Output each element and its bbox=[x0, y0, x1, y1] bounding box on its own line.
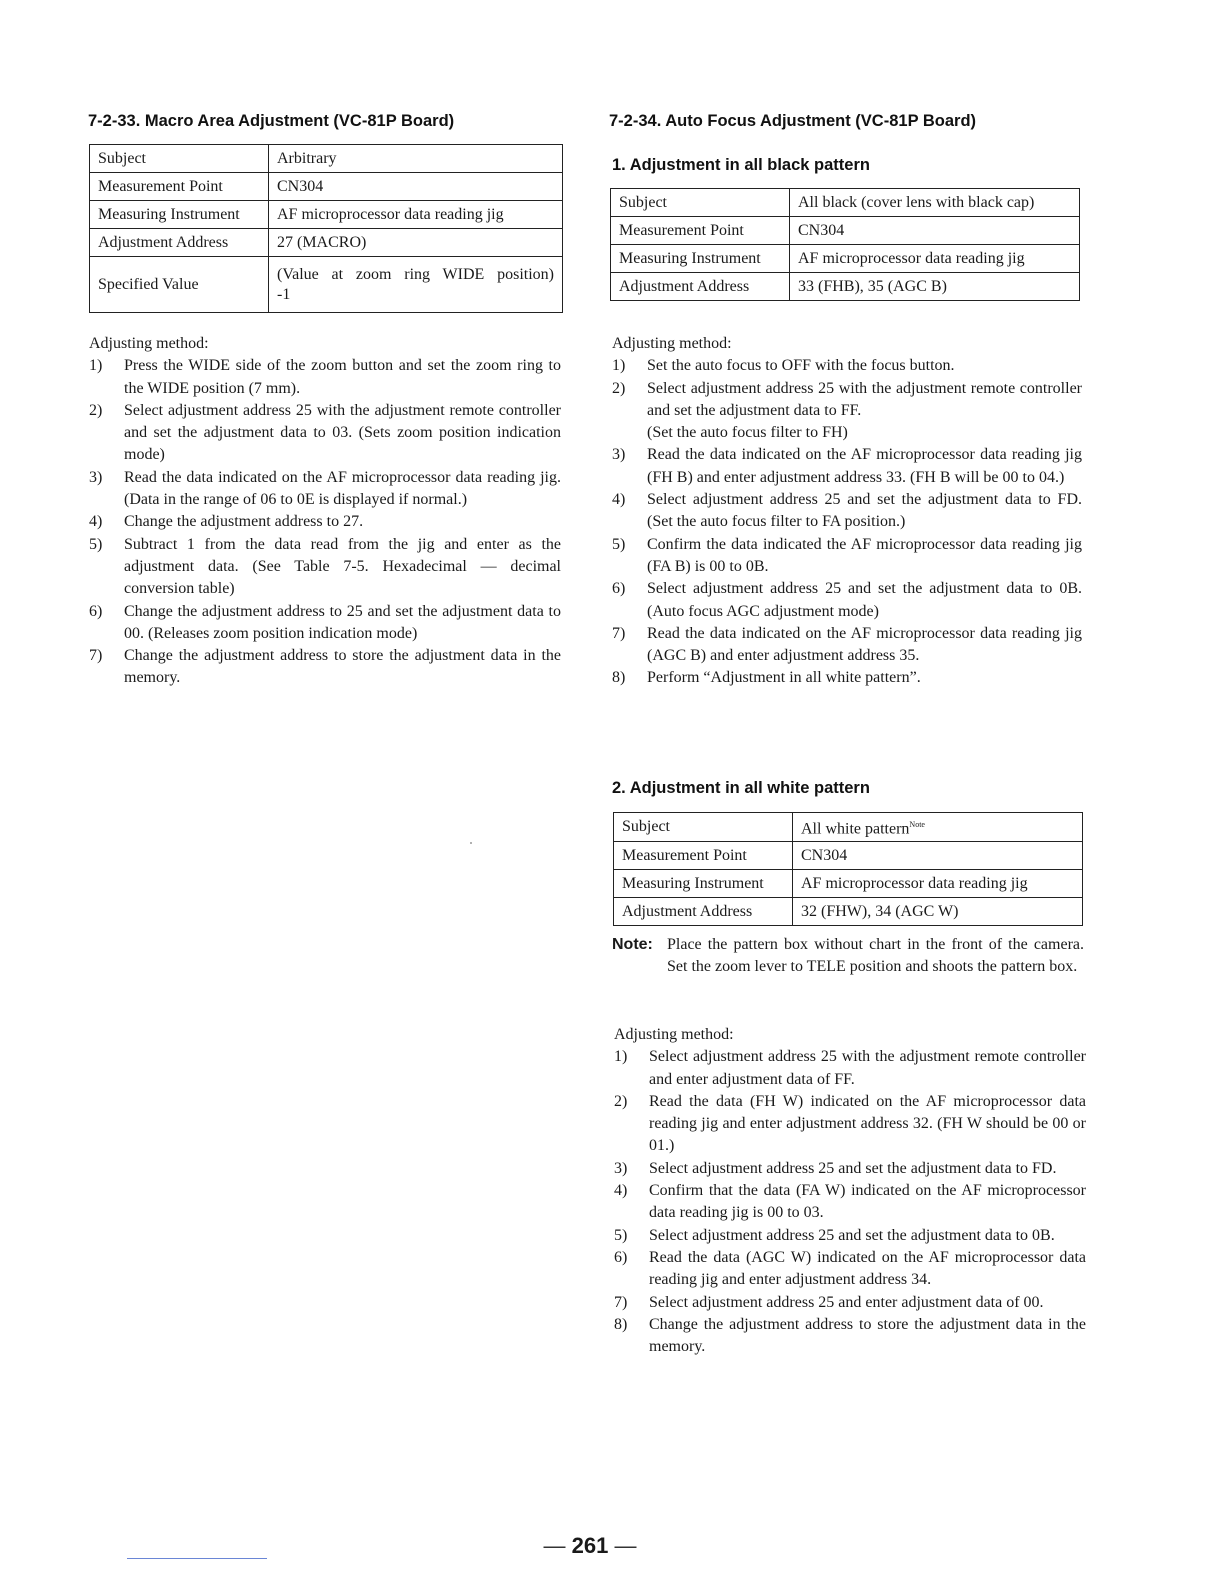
table-row bbox=[90, 257, 563, 313]
list-item bbox=[612, 355, 1082, 377]
list-item bbox=[612, 534, 1082, 579]
spec-key: Measurement Point bbox=[611, 217, 790, 245]
list-item bbox=[614, 1091, 1086, 1158]
page-number-value: 261 bbox=[571, 1533, 609, 1558]
spec-value: 27 (MACRO) bbox=[269, 229, 563, 257]
table-row bbox=[614, 813, 1083, 842]
step-text: Change the adjustment address to 25 and set the adjustment data to 00. (Releases zoom position indication mode) bbox=[124, 602, 561, 642]
step-text: Read the data (FH W) indicated on the AF microprocessor data reading jig and enter adjustment address 32. (FH W should be 00 or 01.) bbox=[649, 1092, 1086, 1155]
spec-value: 32 (FHW), 34 (AGC W) bbox=[793, 898, 1083, 926]
step-number: 5) bbox=[614, 1226, 628, 1244]
step-text: (Set the auto focus filter to FH) bbox=[647, 424, 848, 442]
spec-value: CN304 bbox=[269, 173, 563, 201]
spec-key: Subject bbox=[614, 813, 793, 842]
spec-value: Arbitrary bbox=[269, 145, 563, 173]
step-text: Select adjustment address 25 with the adjustment remote controller and set the adjustment data to FF. bbox=[647, 379, 1082, 419]
step-number: 5) bbox=[89, 535, 103, 553]
step-text: Press the WIDE side of the zoom button and set the zoom ring to the WIDE position (7 mm). bbox=[124, 357, 561, 397]
step-number: 5) bbox=[612, 535, 626, 553]
list-item bbox=[614, 1247, 1086, 1292]
table-row bbox=[614, 870, 1083, 898]
step-text: Select adjustment address 25 and enter adjustment data of 00. bbox=[649, 1293, 1044, 1311]
step-number: 2) bbox=[89, 401, 103, 419]
step-number: 6) bbox=[612, 580, 626, 598]
list-item bbox=[89, 355, 561, 400]
table-row bbox=[611, 189, 1080, 217]
step-number: 8) bbox=[614, 1315, 628, 1333]
step-number: 3) bbox=[614, 1159, 628, 1177]
step-number: 8) bbox=[612, 669, 626, 687]
step-number: 7) bbox=[614, 1293, 628, 1311]
table-row bbox=[611, 245, 1080, 273]
spec-key: Measuring Instrument bbox=[611, 245, 790, 273]
step-text: Set the auto focus to OFF with the focus button. bbox=[647, 357, 955, 375]
table-row bbox=[611, 217, 1080, 245]
step-text: Change the adjustment address to 27. bbox=[124, 513, 364, 531]
table-row bbox=[90, 173, 563, 201]
step-text: Read the data (AGC W) indicated on the AF microprocessor data reading jig and enter adjustment address 34. bbox=[649, 1248, 1086, 1289]
method-label: Adjusting method: bbox=[614, 1026, 734, 1043]
step-number: 3) bbox=[612, 446, 626, 464]
list-item bbox=[612, 444, 1082, 489]
list-item bbox=[614, 1180, 1086, 1225]
step-number: 2) bbox=[612, 379, 626, 397]
list-item bbox=[89, 601, 561, 646]
step-text: Select adjustment address 25 and set the adjustment data to 0B. (Auto focus AGC adjustment mode) bbox=[647, 580, 1082, 620]
spec-key: Subject bbox=[611, 189, 790, 217]
step-text: Confirm the data indicated the AF microprocessor data reading jig (FA B) is 00 to 0B. bbox=[647, 535, 1082, 575]
list-item bbox=[89, 467, 561, 512]
step-text: Select adjustment address 25 with the adjustment remote controller and enter adjustment data of FF. bbox=[649, 1048, 1086, 1088]
step-text: Read the data indicated on the AF microprocessor data reading jig (AGC B) and enter adjustment address 35. bbox=[647, 624, 1082, 665]
step-number: 2) bbox=[614, 1092, 628, 1110]
spec-value-line: -1 bbox=[277, 285, 291, 303]
step-text: Read the data indicated on the AF microprocessor data reading jig. (Data in the range of 06 to 0E is displayed if normal.) bbox=[124, 468, 561, 509]
step-number: 7) bbox=[89, 647, 103, 665]
steps-list bbox=[612, 355, 1082, 689]
spec-value bbox=[793, 813, 1083, 842]
step-number: 4) bbox=[89, 513, 103, 531]
spec-value-text: All white pattern bbox=[801, 820, 910, 838]
step-text: Select adjustment address 25 and set the adjustment data to FD. bbox=[649, 1159, 1057, 1177]
section-title-7-2-33: 7-2-33. Macro Area Adjustment (VC-81P Board) bbox=[88, 112, 455, 130]
page-number-dash-left: — bbox=[543, 1533, 566, 1558]
table-row bbox=[90, 145, 563, 173]
black-pattern-spec-table bbox=[610, 188, 1080, 301]
method-label: Adjusting method: bbox=[612, 335, 732, 352]
step-text: Confirm that the data (FA W) indicated on the AF microprocessor data reading jig is 00 to 03. bbox=[649, 1182, 1086, 1222]
spec-value: AF microprocessor data reading jig bbox=[793, 870, 1083, 898]
note-text: Place the pattern box without chart in the front of the camera. Set the zoom lever to TELE position and shoots the pattern box. bbox=[667, 936, 1084, 976]
spec-value bbox=[269, 257, 563, 313]
list-item bbox=[89, 534, 561, 601]
list-item bbox=[614, 1046, 1086, 1091]
table-row bbox=[614, 842, 1083, 870]
list-item bbox=[612, 667, 1082, 689]
spec-key: Specified Value bbox=[90, 257, 269, 313]
scan-speck bbox=[470, 842, 472, 844]
step-text: Change the adjustment address to store the adjustment data in the memory. bbox=[124, 647, 561, 687]
list-item bbox=[614, 1314, 1086, 1359]
white-adjusting-method bbox=[614, 1024, 1086, 1358]
spec-key: Measuring Instrument bbox=[614, 870, 793, 898]
subsection-title-black: 1. Adjustment in all black pattern bbox=[612, 156, 870, 174]
steps-list bbox=[89, 355, 561, 689]
black-adjusting-method bbox=[612, 333, 1082, 690]
spec-key: Measurement Point bbox=[614, 842, 793, 870]
step-number: 6) bbox=[614, 1248, 628, 1266]
note-label: Note: bbox=[612, 936, 653, 953]
spec-value: AF microprocessor data reading jig bbox=[269, 201, 563, 229]
method-label: Adjusting method: bbox=[89, 335, 209, 352]
white-pattern-spec-table bbox=[613, 812, 1083, 926]
step-text: Change the adjustment address to store the adjustment data in the memory. bbox=[649, 1315, 1086, 1356]
step-number: 1) bbox=[89, 357, 103, 375]
subsection-title-white: 2. Adjustment in all white pattern bbox=[612, 779, 870, 797]
white-pattern-note bbox=[612, 934, 1084, 979]
list-item bbox=[612, 489, 1082, 534]
spec-value: CN304 bbox=[793, 842, 1083, 870]
spec-key: Adjustment Address bbox=[611, 273, 790, 301]
page-number bbox=[540, 1533, 640, 1559]
list-item bbox=[89, 645, 561, 690]
spec-key: Adjustment Address bbox=[90, 229, 269, 257]
spec-key: Measuring Instrument bbox=[90, 201, 269, 229]
macro-spec-table bbox=[89, 144, 563, 313]
spec-value: 33 (FHB), 35 (AGC B) bbox=[790, 273, 1080, 301]
step-text: Select adjustment address 25 and set the adjustment data to 0B. bbox=[649, 1226, 1055, 1244]
list-item bbox=[612, 623, 1082, 668]
spec-key: Measurement Point bbox=[90, 173, 269, 201]
footer-rule bbox=[127, 1558, 267, 1559]
page-number-dash-right: — bbox=[614, 1533, 637, 1558]
step-text: Subtract 1 from the data read from the jig and enter as the adjustment data. (See Table 7-5. Hexadecimal — decimal conversion table) bbox=[124, 535, 561, 598]
step-number: 6) bbox=[89, 602, 103, 620]
step-number: 7) bbox=[612, 624, 626, 642]
list-item bbox=[614, 1158, 1086, 1180]
spec-value: CN304 bbox=[790, 217, 1080, 245]
table-row bbox=[614, 898, 1083, 926]
table-row bbox=[611, 273, 1080, 301]
list-item bbox=[614, 1292, 1086, 1314]
spec-value-line: (Value at zoom ring WIDE position) bbox=[277, 265, 554, 283]
step-number: 3) bbox=[89, 468, 103, 486]
spec-value: All black (cover lens with black cap) bbox=[790, 189, 1080, 217]
list-item bbox=[89, 511, 561, 533]
list-item bbox=[612, 378, 1082, 423]
table-row bbox=[90, 229, 563, 257]
step-text: Read the data indicated on the AF microprocessor data reading jig (FH B) and enter adjustment address 33. (FH B will be 00 to 04.) bbox=[647, 446, 1082, 486]
step-number: 1) bbox=[612, 357, 626, 375]
spec-key: Subject bbox=[90, 145, 269, 173]
step-text: Select adjustment address 25 with the adjustment remote controller and set the adjustment data to 03. (Sets zoom position indication mode) bbox=[124, 401, 561, 464]
step-number: 4) bbox=[612, 491, 626, 509]
step-text: Perform “Adjustment in all white pattern”. bbox=[647, 669, 921, 687]
table-row bbox=[90, 201, 563, 229]
list-item bbox=[89, 400, 561, 467]
step-text: Select adjustment address 25 and set the adjustment data to FD. (Set the auto focus filter to FA position.) bbox=[647, 491, 1082, 531]
steps-list bbox=[614, 1046, 1086, 1358]
spec-key: Adjustment Address bbox=[614, 898, 793, 926]
note-superscript: Note bbox=[909, 820, 925, 829]
spec-value: AF microprocessor data reading jig bbox=[790, 245, 1080, 273]
list-item bbox=[612, 578, 1082, 623]
list-item bbox=[614, 1225, 1086, 1247]
macro-adjusting-method bbox=[89, 333, 561, 690]
step-number: 1) bbox=[614, 1048, 628, 1066]
section-title-7-2-34: 7-2-34. Auto Focus Adjustment (VC-81P Board) bbox=[609, 112, 977, 130]
step-number: 4) bbox=[614, 1182, 628, 1200]
list-item bbox=[612, 422, 1082, 444]
